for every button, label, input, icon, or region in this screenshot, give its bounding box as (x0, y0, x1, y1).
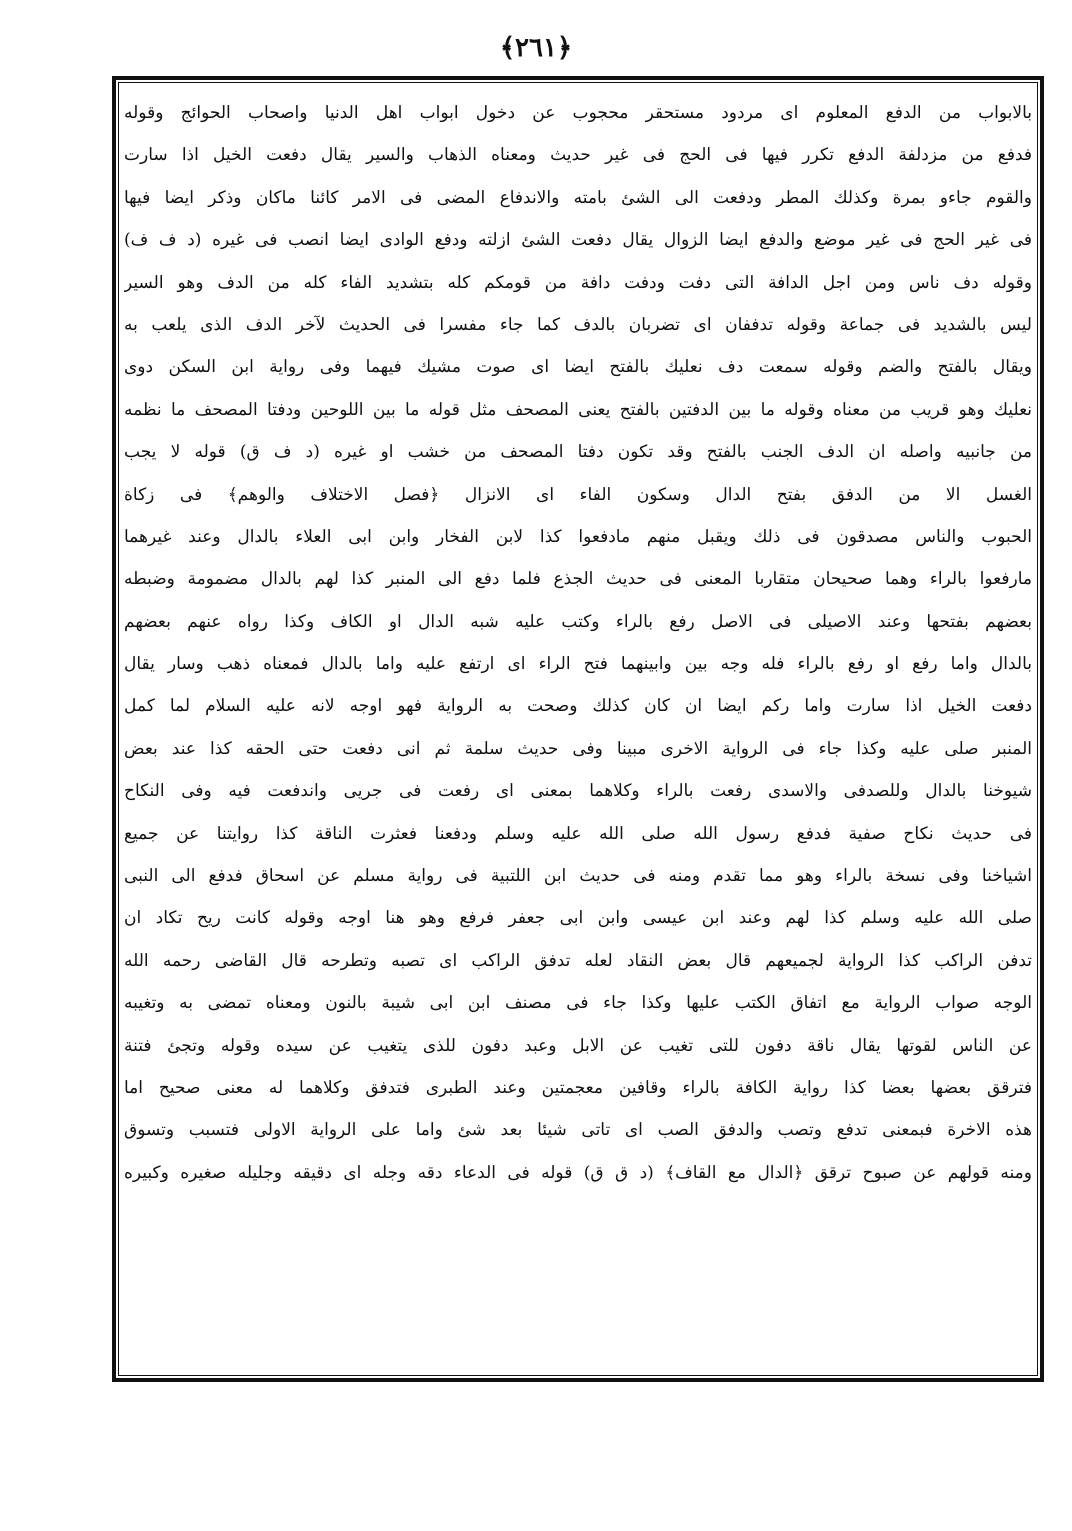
text-line: بعضهم بفتحها وعند الاصيلى فى الاصل رفع بالراء وكتب عليه شبه الدال او الكاف وكذا رواه عنهم بعضهم (124, 611, 1032, 632)
text-line: ومنه قولهم عن صبوح ترقق ﴿الدال مع القاف﴾ (د ق ق) قوله فى الدعاء دقه وجله اى دقيقه وجليله صغيره وكبيره (124, 1162, 1032, 1183)
text-line: صلى الله عليه وسلم كذا لهم وعند ابن عيسى وابن ابى جعفر فرفع وهو هنا اوجه وقوله كانت ريح تكاد ان (124, 908, 1032, 929)
text-line: نعليك وهو قريب من معناه وقوله ما بين الدفتين بالفتح يعنى المصحف مثل قوله ما بين اللوحين ودفتا المصحف ما نظمه (124, 399, 1032, 420)
text-line: تدفن الراكب كذا الرواية لجميعهم قال بعض النقاد لعله تدفق الراكب اى تصبه وتطرحه قال القاضى رحمه الله (124, 950, 1032, 971)
text-line: والقوم جاءو بمرة وكذلك المطر ودفعت الى الشئ بامته والاندفاع المضى فى الامر كائنا ماكان وذكر ايضا فيها (124, 187, 1032, 208)
text-line: مارفعوا بالراء وهما صحيحان متقاربا المعنى فى حديث الجذع فلما دفع الى المنبر كذا لهم بالدال مضمومة وضبطه (124, 569, 1032, 590)
text-line: ويقال بالفتح والضم وقوله سمعت دف نعليك بالفتح ايضا اى صوت مشيك فيهما وفى رواية ابن السكن دوى (124, 357, 1032, 378)
text-line: فى حديث نكاح صفية فدفع رسول الله صلى الله عليه وسلم ودفعنا فعثرت الناقة كذا روايتنا عن جميع (124, 823, 1032, 844)
text-line: فى غير الحج فى غير موضع والدفع ايضا الزوال يقال دفعت الشئ ازلته ودفع الوادى ايضا انصب فى غيره (د ف ف) (124, 230, 1032, 251)
page-number: ﴿٢٦١﴾ (499, 33, 573, 63)
text-line: دفعت الخيل اذا سارت واما ركم ايضا ان كان كذلك وصحت به الرواية فهو اوجه لانه عليه السلام لما كمل (124, 696, 1032, 717)
text-line: عن الناس لقوتها يقال ناقة دفون للتى تغيب عن الابل وعبد دفون للذى يتغيب عن سيده وقوله وتجئ فتنة (124, 1035, 1032, 1056)
text-line: اشياخنا وفى نسخة بالراء وهو مما تقدم ومنه فى حديث ابن اللتبية فى رواية مسلم عن اسحاق فدفع الى النبى (124, 866, 1032, 887)
text-line: بالابواب من الدفع المعلوم اى مردود مستحقر محجوب عن دخول ابواب اهل الدنيا واصحاب الحوائج وقوله (124, 103, 1032, 123)
text-line: الغسل الا من الدفق بفتح الدال وسكون الفاء اى الانزال ﴿فصل الاختلاف والوهم﴾ فى زكاة (124, 484, 1032, 505)
text-line: المنبر صلى عليه وكذا جاء فى الرواية الاخرى مبينا وفى حديث سلمة ثم انى دفعت حتى الحقه كذا عند بعض (124, 738, 1032, 759)
text-line: هذه الاخرة فبمعنى تدفع وتصب والدفق الصب اى تاتى شيئا بعد شئ واما على الرواية الاولى فتسبب وتسوق (124, 1120, 1032, 1141)
text-line: وقوله دف ناس ومن اجل الدافة التى دفت ودفت دافة من قومكم كله بتشديد الفاء كله من الدف وهو السير (124, 272, 1032, 293)
text-line: الحبوب والناس مصدقون فى ذلك ويقبل منهم مادفعوا كذا لابن الفخار وابن ابى العلاء بالدال وعند غيرهما (124, 526, 1032, 547)
body-text (124, 92, 1032, 1370)
text-line: بالدال واما رفع او رفع بالراء فله وجه بين وابينهما فتح الراء اى ارتفع عليه واما بالدال فمعناه ذهب وسار يقال (124, 654, 1032, 675)
text-line: فدفع من مزدلفة الدفع تكرر فيها فى الحج فى غير حديث ومعناه الذهاب والسير يقال دفعت الخيل اذا سارت (124, 145, 1032, 166)
text-line: شيوخنا بالدال وللصدفى والاسدى رفعت بالراء وكلاهما بمعنى اى رفعت فى جريى واندفعت فيه وفى النكاح (124, 781, 1032, 802)
text-line: من جانبيه واصله ان الدف الجنب بالفتح وقد تكون دفتا المصحف من خشب او غيره (د ف ق) قوله لا يجب (124, 442, 1032, 463)
text-line: ليس بالشديد فى جماعة وقوله تدففان اى تضربان بالدف كما جاء مفسرا فى الحديث لآخر الدف الذى يلعب به (124, 314, 1032, 335)
text-line: فترقق بعضها بعضا كذا رواية الكافة بالراء وقافين معجمتين وعند الطبرى فتدفق وكلاهما له معنى صحيح اما (124, 1077, 1032, 1098)
text-line: الوجه صواب الرواية مع اتفاق الكتب عليها وكذا جاء فى مصنف ابن ابى شيبة بالنون ومعناه تمضى به وتغيبه (124, 993, 1032, 1014)
